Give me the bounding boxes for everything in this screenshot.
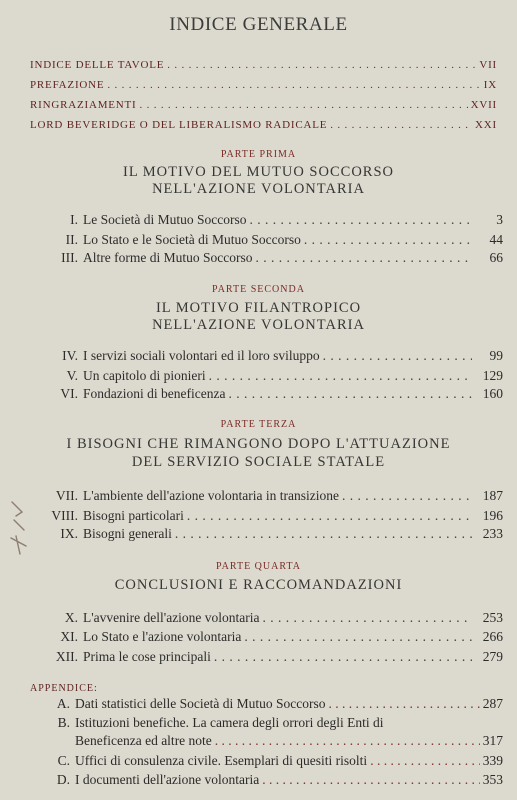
- chapter-title: Prima le cose principali: [83, 649, 211, 664]
- dot-leader: [244, 628, 472, 646]
- part-title: NELL'AZIONE VOLONTARIA: [152, 181, 365, 197]
- handwritten-mark-icon: [8, 500, 32, 556]
- appendix-letter: D.: [56, 772, 70, 787]
- dot-leader: [370, 752, 480, 770]
- chapter-page: 279: [482, 649, 503, 664]
- chapter-page: 3: [496, 212, 503, 227]
- dot-leader: [209, 367, 472, 385]
- dot-leader: [187, 507, 472, 525]
- appendix-heading: APPENDICE:: [30, 683, 98, 694]
- appendix-page: 339: [482, 753, 503, 768]
- dot-leader: [167, 58, 476, 72]
- toc-entry-chapter[interactable]: [20, 628, 503, 646]
- toc-entry-chapter[interactable]: [20, 507, 503, 525]
- chapter-number: XI.: [60, 629, 78, 644]
- chapter-title: L'avvenire dell'azione volontaria: [83, 610, 260, 625]
- chapter-title: L'ambiente dell'azione volontaria in transizione: [83, 488, 340, 503]
- appendix-title: Dati statistici delle Società di Mutuo Soccorso: [75, 696, 326, 711]
- dot-leader: [249, 211, 472, 229]
- entry-page: VII: [479, 59, 497, 71]
- part-label: PARTE QUARTA: [216, 561, 301, 572]
- toc-entry-chapter[interactable]: [20, 367, 503, 385]
- part-label: PARTE SECONDA: [212, 284, 305, 295]
- appendix-title: Uffici di consulenza civile. Esemplari di quesiti risolti: [75, 753, 368, 768]
- chapter-page: 160: [482, 386, 503, 401]
- toc-entry-chapter[interactable]: [20, 347, 503, 365]
- chapter-number: VI.: [60, 386, 78, 401]
- chapter-page: 233: [482, 526, 503, 541]
- chapter-title: Lo Stato e le Società di Mutuo Soccorso: [83, 232, 301, 247]
- appendix-title-cont: Beneficenza ed altre note: [75, 733, 212, 748]
- toc-entry-appendix[interactable]: [40, 752, 503, 770]
- dot-leader: [140, 98, 468, 112]
- entry-label: LORD BEVERIDGE O DEL LIBERALISMO RADICALE: [30, 119, 328, 131]
- dot-leader: [175, 525, 472, 543]
- appendix-page: 287: [482, 696, 503, 711]
- toc-entry-front[interactable]: [30, 98, 497, 112]
- appendix-letter: A.: [56, 696, 70, 711]
- chapter-page: 66: [489, 250, 503, 265]
- chapter-number: V.: [66, 368, 78, 383]
- toc-entry-appendix[interactable]: [40, 695, 503, 713]
- chapter-title: Le Società di Mutuo Soccorso: [83, 212, 247, 227]
- chapter-number: III.: [61, 250, 78, 265]
- part-title: IL MOTIVO DEL MUTUO SOCCORSO: [122, 164, 394, 180]
- toc-entry-chapter[interactable]: [20, 525, 503, 543]
- part-label: PARTE TERZA: [220, 419, 297, 430]
- part-label: PARTE PRIMA: [220, 149, 297, 160]
- entry-label: INDICE DELLE TAVOLE: [30, 59, 165, 71]
- chapter-title: Bisogni generali: [83, 526, 172, 541]
- appendix-letter: B.: [57, 715, 70, 730]
- chapter-page: 99: [489, 348, 503, 363]
- chapter-title: Lo Stato e l'azione volontaria: [83, 629, 242, 644]
- chapter-number: IX.: [60, 526, 78, 541]
- chapter-number: IV.: [62, 348, 78, 363]
- entry-page: IX: [483, 79, 497, 91]
- dot-leader: [214, 648, 472, 666]
- entry-page: XXI: [475, 119, 497, 131]
- entry-label: PREFAZIONE: [30, 79, 105, 91]
- dot-leader: [255, 249, 472, 267]
- chapter-page: 266: [482, 629, 503, 644]
- toc-entry-appendix[interactable]: [40, 714, 503, 732]
- toc-entry-appendix-cont[interactable]: [75, 732, 503, 750]
- dot-leader: [228, 385, 472, 403]
- part-title: NELL'AZIONE VOLONTARIA: [152, 317, 365, 333]
- chapter-number: VII.: [55, 488, 78, 503]
- chapter-number: II.: [65, 232, 78, 247]
- toc-entry-chapter[interactable]: [20, 385, 503, 403]
- appendix-title: Istituzioni benefiche. La camera degli orrori degli Enti di: [75, 715, 384, 730]
- dot-leader: [330, 118, 472, 132]
- dot-leader: [328, 695, 479, 713]
- entry-label: RINGRAZIAMENTI: [30, 99, 137, 111]
- page-title: INDICE GENERALE: [169, 14, 348, 35]
- dot-leader: [262, 771, 480, 789]
- dot-leader: [263, 609, 472, 627]
- toc-entry-appendix[interactable]: [40, 771, 503, 789]
- chapter-page: 44: [489, 232, 503, 247]
- toc-entry-chapter[interactable]: [20, 609, 503, 627]
- chapter-title: I servizi sociali volontari ed il loro sviluppo: [83, 348, 320, 363]
- chapter-number: X.: [64, 610, 78, 625]
- entry-page: XVII: [470, 99, 497, 111]
- part-title: I BISOGNI CHE RIMANGONO DOPO L'ATTUAZIONE: [66, 436, 451, 452]
- part-title: IL MOTIVO FILANTROPICO: [155, 300, 362, 316]
- chapter-title: Bisogni particolari: [83, 508, 184, 523]
- toc-entry-front[interactable]: [30, 118, 497, 132]
- chapter-title: Fondazioni di beneficenza: [83, 386, 226, 401]
- appendix-page: 317: [482, 733, 503, 748]
- chapter-number: XII.: [55, 649, 78, 664]
- chapter-number: I.: [70, 212, 78, 227]
- toc-entry-chapter[interactable]: [20, 487, 503, 505]
- toc-entry-front[interactable]: [30, 58, 497, 72]
- chapter-title: Altre forme di Mutuo Soccorso: [83, 250, 253, 265]
- toc-entry-chapter[interactable]: [20, 231, 503, 249]
- appendix-page: 353: [482, 772, 503, 787]
- chapter-page: 196: [482, 508, 503, 523]
- chapter-page: 187: [482, 488, 503, 503]
- toc-entry-chapter[interactable]: [20, 249, 503, 267]
- chapter-number: VIII.: [51, 508, 78, 523]
- dot-leader: [342, 487, 472, 505]
- dot-leader: [107, 78, 480, 92]
- appendix-title: I documenti dell'azione volontaria: [75, 772, 260, 787]
- appendix-letter: C.: [57, 753, 70, 768]
- toc-entry-chapter[interactable]: [20, 648, 503, 666]
- chapter-page: 129: [482, 368, 503, 383]
- chapter-page: 253: [482, 610, 503, 625]
- dot-leader: [215, 732, 480, 750]
- dot-leader: [323, 347, 472, 365]
- toc-entry-chapter[interactable]: [20, 211, 503, 229]
- part-title: CONCLUSIONI E RACCOMANDAZIONI: [114, 577, 403, 593]
- chapter-title: Un capitolo di pionieri: [83, 368, 206, 383]
- toc-entry-front[interactable]: [30, 78, 497, 92]
- dot-leader: [304, 231, 472, 249]
- part-title: DEL SERVIZIO SOCIALE STATALE: [131, 454, 386, 470]
